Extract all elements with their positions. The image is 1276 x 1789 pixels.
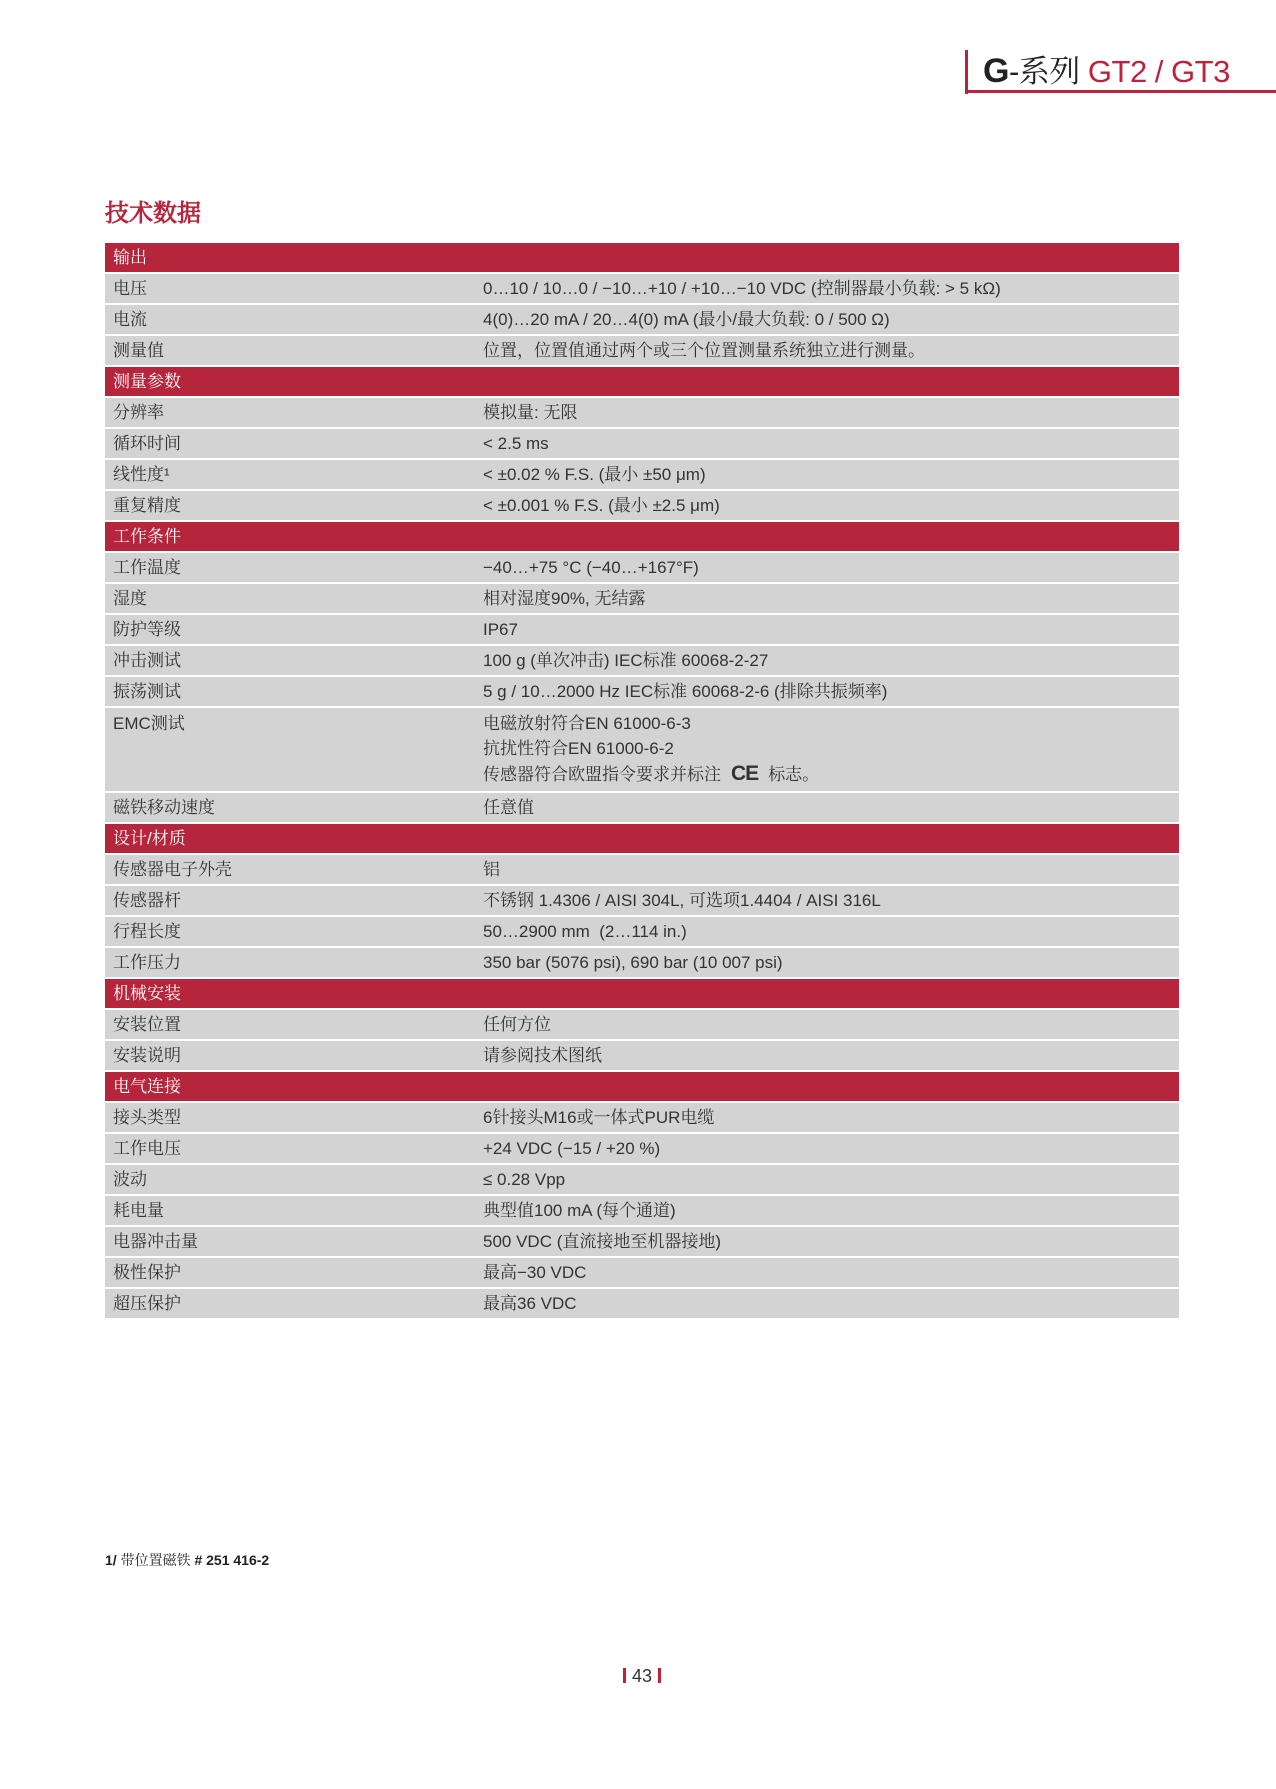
spec-value: 任意值 bbox=[483, 798, 534, 817]
spec-label: 测量值 bbox=[113, 341, 164, 360]
spec-label: 工作压力 bbox=[113, 953, 181, 972]
spec-row bbox=[105, 1227, 1179, 1258]
spec-row bbox=[105, 1103, 1179, 1134]
spec-label: 耗电量 bbox=[113, 1201, 164, 1220]
spec-row bbox=[105, 305, 1179, 336]
spec-label: 电压 bbox=[113, 279, 147, 298]
spec-row bbox=[105, 274, 1179, 305]
spec-value: 模拟量: 无限 bbox=[483, 403, 578, 422]
spec-table bbox=[105, 243, 1179, 1320]
section-header bbox=[105, 367, 1179, 398]
section-header bbox=[105, 824, 1179, 855]
spec-value: < ±0.02 % F.S. (最小 ±50 μm) bbox=[483, 465, 706, 484]
spec-value: +24 VDC (−15 / +20 %) bbox=[483, 1139, 661, 1158]
ce-mark-icon: CE bbox=[731, 762, 759, 785]
spec-row bbox=[105, 855, 1179, 886]
spec-label: 接头类型 bbox=[113, 1108, 181, 1127]
section-spacer bbox=[483, 824, 1179, 853]
spec-row bbox=[105, 948, 1179, 979]
spec-value: 50…2900 mm (2…114 in.) bbox=[483, 922, 687, 941]
spec-label: 波动 bbox=[113, 1170, 147, 1189]
spec-value: 5 g / 10…2000 Hz IEC标准 60068-2-6 (排除共振频率) bbox=[483, 682, 888, 701]
brand-letter: G bbox=[983, 52, 1009, 90]
section-title: 设计/材质 bbox=[113, 829, 186, 848]
series-label: -系列 bbox=[1008, 54, 1088, 89]
section-spacer bbox=[483, 243, 1179, 272]
spec-value: < ±0.001 % F.S. (最小 ±2.5 μm) bbox=[483, 496, 720, 515]
spec-value: 350 bar (5076 psi), 690 bar (10 007 psi) bbox=[483, 953, 783, 972]
spec-label: 湿度 bbox=[113, 589, 147, 608]
spec-label: 线性度¹ bbox=[113, 465, 170, 484]
footnote-number: 1/ bbox=[105, 1552, 117, 1568]
section-spacer bbox=[483, 367, 1179, 396]
spec-label: 安装说明 bbox=[113, 1046, 181, 1065]
spec-value: 不锈钢 1.4306 / AISI 304L, 可选项1.4404 / AISI 316L bbox=[483, 891, 881, 910]
ce-text-before: 传感器符合欧盟指令要求并标注 bbox=[483, 765, 721, 784]
spec-value: −40…+75 °C (−40…+167°F) bbox=[483, 558, 699, 577]
series-header bbox=[983, 46, 1230, 91]
spec-label: EMC测试 bbox=[113, 714, 185, 733]
spec-value: 请参阅技术图纸 bbox=[483, 1046, 602, 1065]
spec-label: 工作电压 bbox=[113, 1139, 181, 1158]
spec-value: 4(0)…20 mA / 20…4(0) mA (最小/最大负载: 0 / 500 Ω) bbox=[483, 310, 890, 329]
spec-value: IP67 bbox=[483, 620, 518, 639]
spec-label: 循环时间 bbox=[113, 434, 181, 453]
section-spacer bbox=[483, 1072, 1179, 1101]
section-title: 机械安装 bbox=[113, 984, 181, 1003]
spec-label: 超压保护 bbox=[113, 1294, 181, 1313]
spec-row bbox=[105, 917, 1179, 948]
spec-value: 0…10 / 10…0 / −10…+10 / +10…−10 VDC (控制器最小负载: > 5 kΩ) bbox=[483, 279, 1001, 298]
spec-row bbox=[105, 1010, 1179, 1041]
spec-label: 安装位置 bbox=[113, 1015, 181, 1034]
spec-label: 传感器杆 bbox=[113, 891, 181, 910]
spec-label: 振荡测试 bbox=[113, 682, 181, 701]
spec-label: 重复精度 bbox=[113, 496, 181, 515]
spec-row bbox=[105, 1196, 1179, 1227]
page-bar-right bbox=[658, 1668, 661, 1683]
page-number bbox=[617, 1666, 667, 1687]
spec-row bbox=[105, 491, 1179, 522]
spec-row bbox=[105, 793, 1179, 824]
footnote-code: # 251 416-2 bbox=[194, 1552, 270, 1568]
spec-row bbox=[105, 398, 1179, 429]
spec-value: < 2.5 ms bbox=[483, 434, 549, 453]
spec-row bbox=[105, 708, 1179, 793]
ce-text-after: 标志。 bbox=[768, 765, 820, 784]
spec-row bbox=[105, 646, 1179, 677]
spec-row bbox=[105, 1289, 1179, 1320]
spec-label: 行程长度 bbox=[113, 922, 181, 941]
spec-value: 最高−30 VDC bbox=[483, 1263, 587, 1282]
spec-value bbox=[483, 711, 1179, 787]
spec-value: ≤ 0.28 Vpp bbox=[483, 1170, 566, 1189]
page-number-text: 43 bbox=[632, 1666, 653, 1686]
spec-value: 最高36 VDC bbox=[483, 1294, 577, 1313]
spec-row bbox=[105, 1134, 1179, 1165]
spec-row bbox=[105, 1041, 1179, 1072]
footnote bbox=[105, 1550, 269, 1570]
header-rule-vertical bbox=[965, 50, 968, 94]
footnote-text: 带位置磁铁 bbox=[116, 1552, 195, 1568]
spec-value: 100 g (单次冲击) IEC标准 60068-2-27 bbox=[483, 651, 769, 670]
spec-row bbox=[105, 584, 1179, 615]
spec-row bbox=[105, 553, 1179, 584]
section-title: 工作条件 bbox=[113, 527, 181, 546]
model-names: GT2 / GT3 bbox=[1087, 54, 1230, 89]
spec-row bbox=[105, 677, 1179, 708]
spec-value-line: 抗扰性符合EN 61000-6-2 bbox=[483, 739, 674, 758]
spec-label: 冲击测试 bbox=[113, 651, 181, 670]
spec-value: 相对湿度90%, 无结露 bbox=[483, 589, 646, 608]
spec-label: 极性保护 bbox=[113, 1263, 181, 1282]
spec-row bbox=[105, 1165, 1179, 1196]
section-header bbox=[105, 522, 1179, 553]
spec-value-line: 电磁放射符合EN 61000-6-3 bbox=[483, 714, 691, 733]
spec-label: 电流 bbox=[113, 310, 147, 329]
section-title: 电气连接 bbox=[113, 1077, 181, 1096]
spec-value: 典型值100 mA (每个通道) bbox=[483, 1201, 676, 1220]
spec-label: 磁铁移动速度 bbox=[113, 798, 215, 817]
page-title: 技术数据 bbox=[105, 200, 201, 227]
section-header bbox=[105, 979, 1179, 1010]
spec-label: 电器冲击量 bbox=[113, 1232, 198, 1251]
section-title: 输出 bbox=[113, 248, 147, 267]
spec-row bbox=[105, 1258, 1179, 1289]
ce-line bbox=[483, 761, 1179, 787]
spec-value: 铝 bbox=[483, 860, 500, 879]
spec-row bbox=[105, 886, 1179, 917]
spec-label: 防护等级 bbox=[113, 620, 181, 639]
spec-row bbox=[105, 615, 1179, 646]
spec-value: 500 VDC (直流接地至机器接地) bbox=[483, 1232, 722, 1251]
spec-value: 位置，位置值通过两个或三个位置测量系统独立进行测量。 bbox=[483, 341, 925, 360]
spec-row bbox=[105, 429, 1179, 460]
section-header bbox=[105, 243, 1179, 274]
spec-value: 任何方位 bbox=[483, 1015, 551, 1034]
spec-row bbox=[105, 336, 1179, 367]
section-spacer bbox=[483, 979, 1179, 1008]
spec-label: 工作温度 bbox=[113, 558, 181, 577]
spec-label: 分辨率 bbox=[113, 403, 164, 422]
section-header bbox=[105, 1072, 1179, 1103]
page-bar-left bbox=[623, 1668, 626, 1683]
spec-row bbox=[105, 460, 1179, 491]
spec-value: 6针接头M16或一体式PUR电缆 bbox=[483, 1108, 715, 1127]
section-spacer bbox=[483, 522, 1179, 551]
section-title: 测量参数 bbox=[113, 372, 181, 391]
spec-label: 传感器电子外壳 bbox=[113, 860, 232, 879]
